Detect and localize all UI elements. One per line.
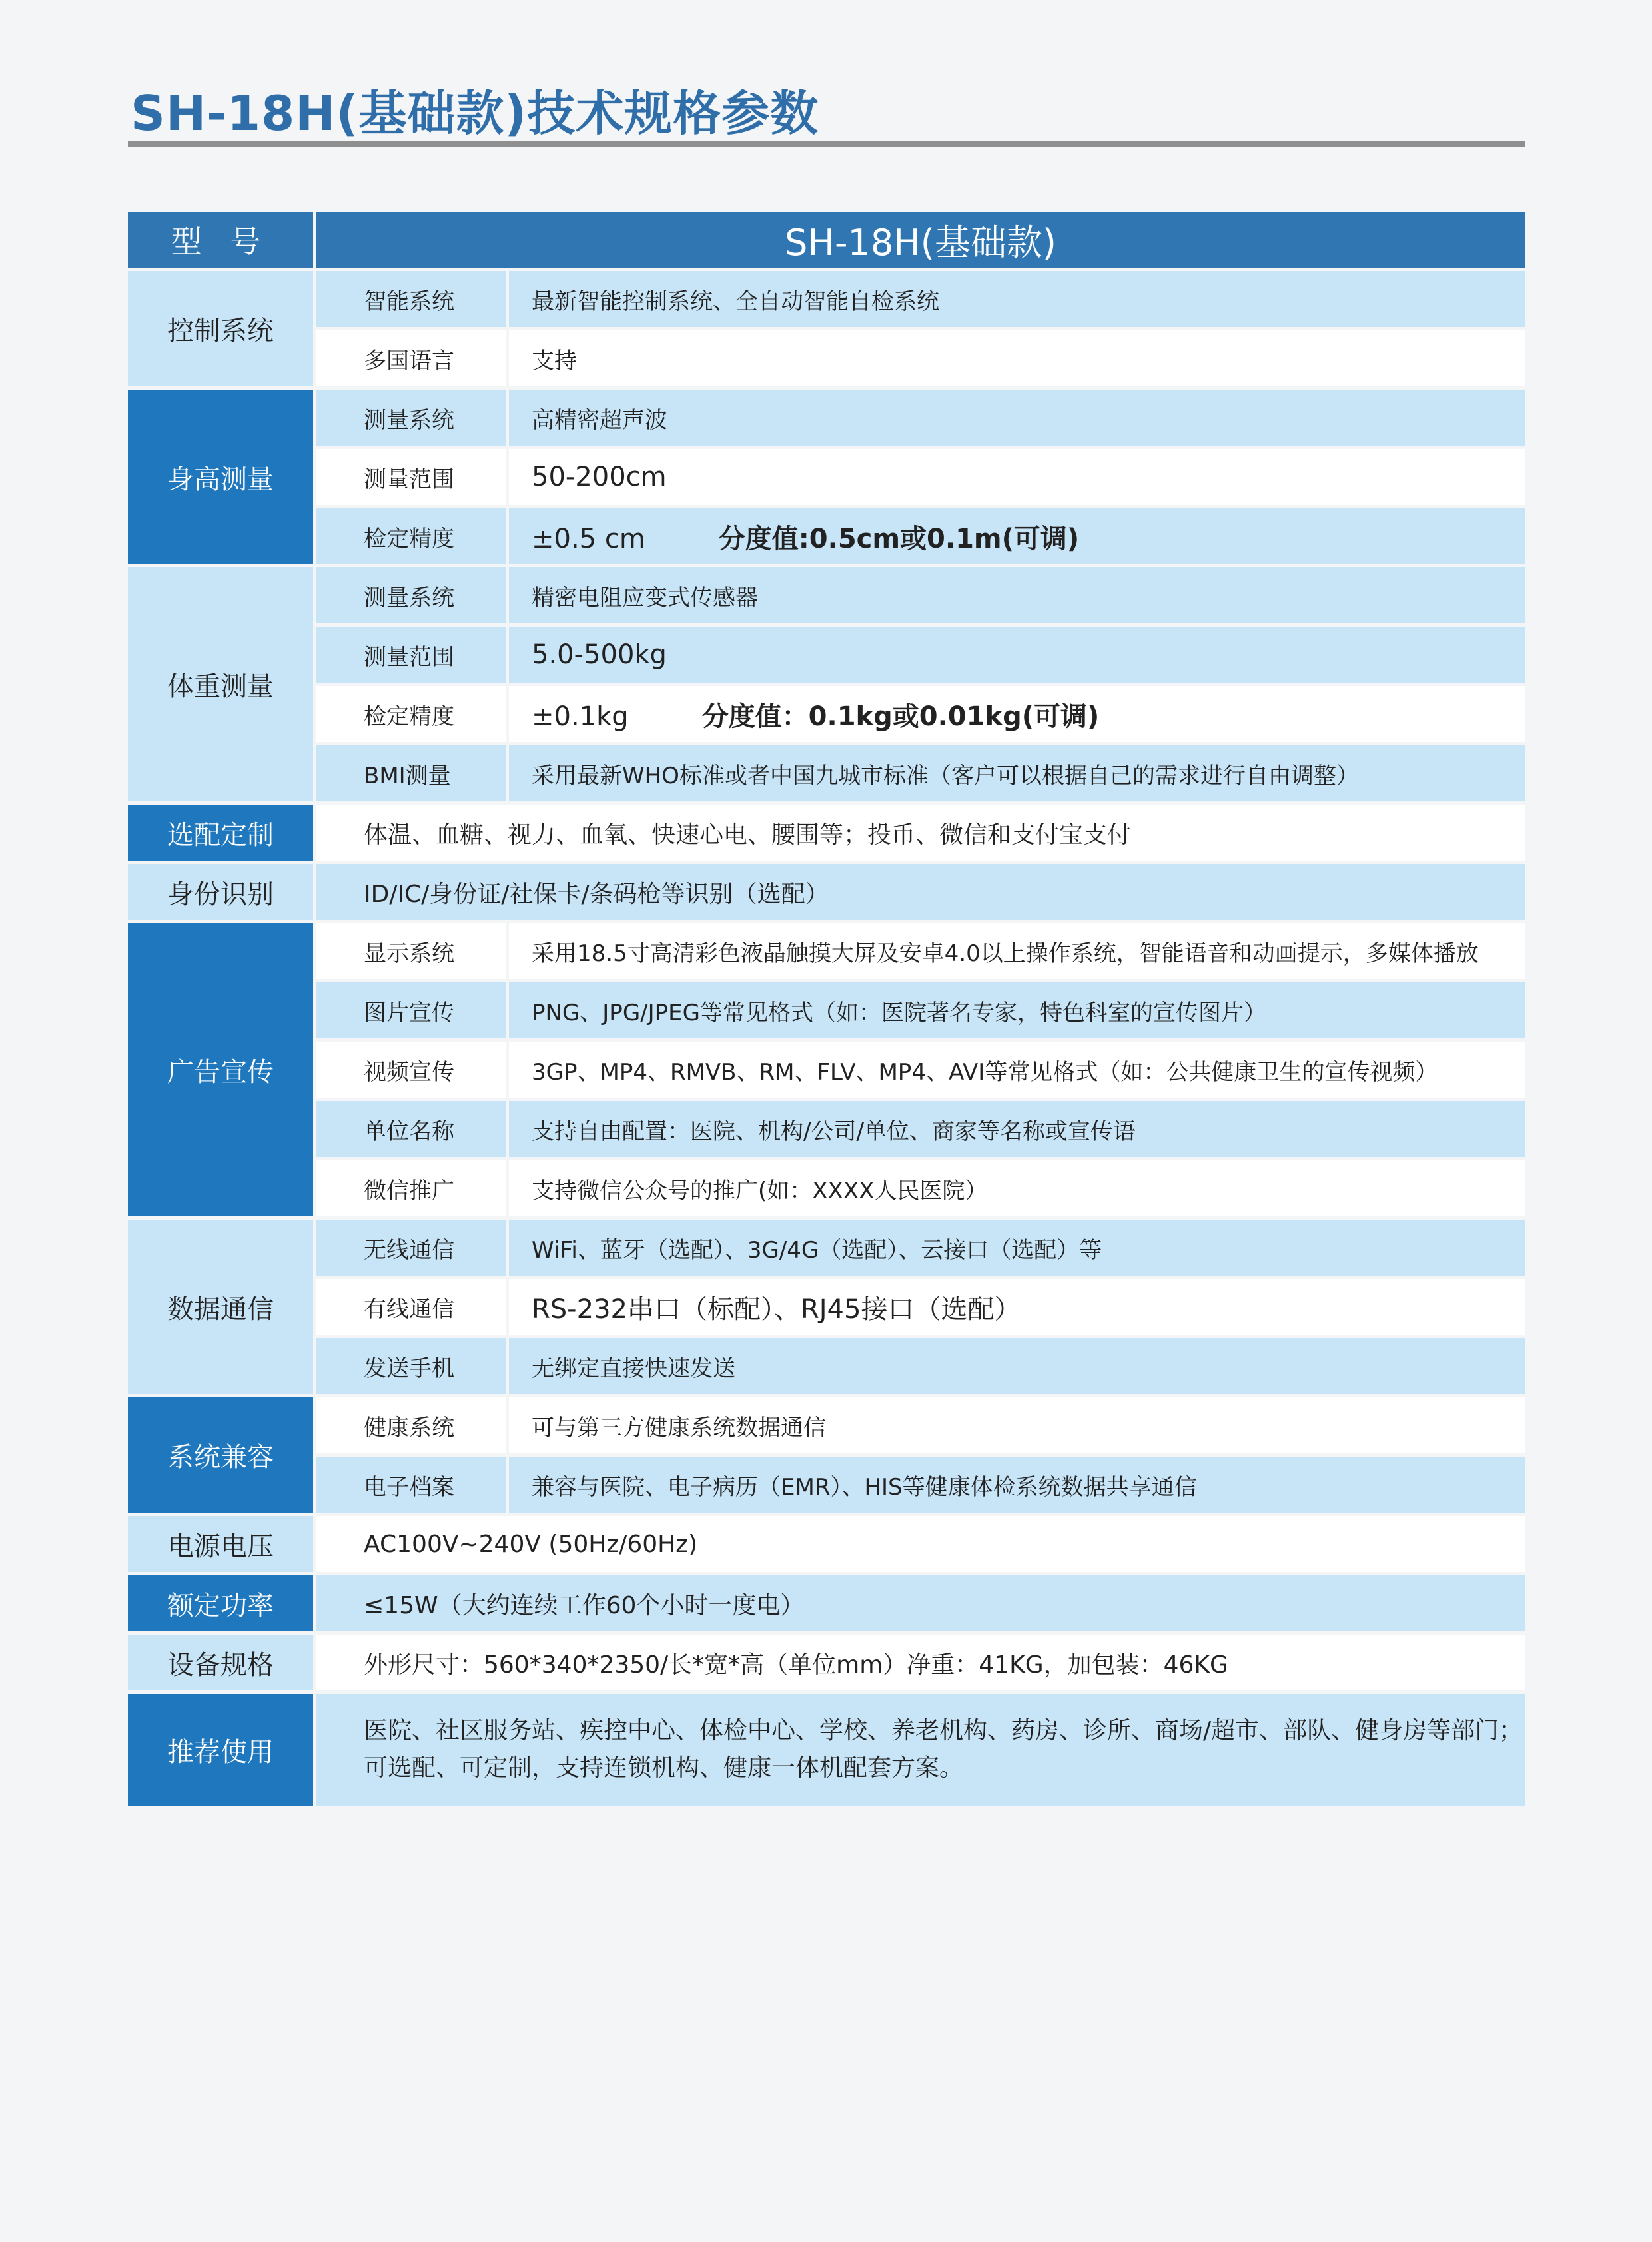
- table-row: [128, 1397, 1525, 1453]
- page-title: SH-18H(基础款)技术规格参数: [131, 85, 819, 141]
- row-label: 单位名称: [316, 1101, 509, 1157]
- row-value: AC100V~240V (50Hz/60Hz): [316, 1516, 1525, 1572]
- row-value: [509, 627, 1525, 683]
- table-row: [128, 686, 1525, 742]
- table-row: [128, 271, 1525, 327]
- row-label: 视频宣传: [316, 1042, 509, 1098]
- table-row: [128, 982, 1525, 1038]
- table-row: [128, 1160, 1525, 1216]
- table-row: [128, 1635, 1525, 1690]
- table-row: [128, 1220, 1525, 1276]
- height-division-note: 分度值:0.5cm或0.1m(可调): [718, 523, 1080, 554]
- row-label: BMI测量: [316, 745, 509, 801]
- recommended-use-line-1: 医院、社区服务站、疾控中心、体检中心、学校、养老机构、药房、诊所、商场/超市、部队、健身房等部门；: [364, 1717, 1523, 1744]
- row-value: 采用最新WHO标准或者中国九城市标准（客户可以根据自己的需求进行自由调整）: [509, 745, 1525, 801]
- table-row: [128, 923, 1525, 979]
- row-value: ≤15W（大约连续工作60个小时一度电）: [316, 1575, 1525, 1631]
- table-row: [128, 745, 1525, 801]
- category-identity: 身份识别: [128, 864, 316, 920]
- category-height: 身高测量: [128, 390, 316, 564]
- table-row: [128, 864, 1525, 920]
- row-value: 高精密超声波: [509, 390, 1525, 446]
- row-label: 检定精度: [316, 508, 509, 564]
- row-label: 多国语言: [316, 330, 509, 386]
- row-label: 测量范围: [316, 449, 509, 505]
- row-value: 支持微信公众号的推广(如：XXXX人民医院）: [509, 1160, 1525, 1216]
- wired-value: RS-232串口（标配）、RJ45接口（选配）: [532, 1294, 1021, 1325]
- row-label: 电子档案: [316, 1457, 509, 1513]
- row-label: 检定精度: [316, 686, 509, 742]
- row-label: 健康系统: [316, 1397, 509, 1453]
- table-header-row: [128, 212, 1525, 268]
- title-divider: [128, 141, 1525, 147]
- row-value: 外形尺寸：560*340*2350/长*宽*高（单位mm）净重：41KG，加包装：46KG: [316, 1635, 1525, 1690]
- row-label: 发送手机: [316, 1338, 509, 1394]
- table-row: [128, 330, 1525, 386]
- row-value: 可与第三方健康系统数据通信: [509, 1397, 1525, 1453]
- row-label: 有线通信: [316, 1279, 509, 1335]
- row-value: [316, 1694, 1525, 1806]
- weight-division-note: 分度值：0.1kg或0.01kg(可调): [701, 701, 1100, 732]
- category-device-spec: 设备规格: [128, 1635, 316, 1690]
- row-value: 体温、血糖、视力、血氧、快速心电、腰围等；投币、微信和支付宝支付: [316, 805, 1525, 861]
- row-label: 无线通信: [316, 1220, 509, 1276]
- row-value: 无绑定直接快速发送: [509, 1338, 1525, 1394]
- model-label: 型 号: [128, 212, 316, 268]
- height-range: 50-200cm: [532, 462, 667, 492]
- table-row: [128, 508, 1525, 564]
- row-label: 智能系统: [316, 271, 509, 327]
- row-value: 支持: [509, 330, 1525, 386]
- row-value: [509, 508, 1525, 564]
- table-row: [128, 1516, 1525, 1572]
- category-recommended-use: 推荐使用: [128, 1694, 316, 1806]
- row-value: 采用18.5寸高清彩色液晶触摸大屏及安卓4.0以上操作系统，智能语音和动画提示，多媒体播放: [509, 923, 1525, 979]
- category-compatibility: 系统兼容: [128, 1397, 316, 1513]
- row-value: [509, 449, 1525, 505]
- category-options: 选配定制: [128, 805, 316, 861]
- height-accuracy: ±0.5 cm: [532, 523, 645, 554]
- row-value: WiFi、蓝牙（选配）、3G/4G（选配）、云接口（选配）等: [509, 1220, 1525, 1276]
- row-value: 最新智能控制系统、全自动智能自检系统: [509, 271, 1525, 327]
- row-value: PNG、JPG/JPEG等常见格式（如：医院著名专家，特色科室的宣传图片）: [509, 982, 1525, 1038]
- table-row: [128, 1042, 1525, 1098]
- row-label: 微信推广: [316, 1160, 509, 1216]
- row-label: 测量系统: [316, 567, 509, 623]
- weight-range: 5.0-500kg: [532, 639, 667, 670]
- row-value: 精密电阻应变式传感器: [509, 567, 1525, 623]
- row-value: [509, 1279, 1525, 1335]
- row-value: [509, 686, 1525, 742]
- table-row: [128, 1101, 1525, 1157]
- row-value: 兼容与医院、电子病历（EMR）、HIS等健康体检系统数据共享通信: [509, 1457, 1525, 1513]
- table-row: [128, 1338, 1525, 1394]
- category-control: 控制系统: [128, 271, 316, 386]
- row-label: 显示系统: [316, 923, 509, 979]
- model-value: SH-18H(基础款): [316, 212, 1525, 268]
- recommended-use-line-2: 可选配、可定制，支持连锁机构、健康一体机配套方案。: [364, 1754, 964, 1782]
- table-row: [128, 627, 1525, 683]
- category-advertising: 广告宣传: [128, 923, 316, 1216]
- table-row: [128, 1279, 1525, 1335]
- category-rated-power: 额定功率: [128, 1575, 316, 1631]
- table-row: [128, 567, 1525, 623]
- row-value: ID/IC/身份证/社保卡/条码枪等识别（选配）: [316, 864, 1525, 920]
- row-label: 图片宣传: [316, 982, 509, 1038]
- category-communication: 数据通信: [128, 1220, 316, 1394]
- row-label: 测量范围: [316, 627, 509, 683]
- table-row: [128, 1457, 1525, 1513]
- category-power-voltage: 电源电压: [128, 1516, 316, 1572]
- category-weight: 体重测量: [128, 567, 316, 801]
- table-row: [128, 390, 1525, 446]
- spec-table: [128, 208, 1525, 1809]
- table-row: [128, 1575, 1525, 1631]
- table-row: [128, 1694, 1525, 1806]
- row-value: 支持自由配置：医院、机构/公司/单位、商家等名称或宣传语: [509, 1101, 1525, 1157]
- table-row: [128, 805, 1525, 861]
- table-row: [128, 449, 1525, 505]
- row-label: 测量系统: [316, 390, 509, 446]
- row-value: 3GP、MP4、RMVB、RM、FLV、MP4、AVI等常见格式（如：公共健康卫生的宣传视频）: [509, 1042, 1525, 1098]
- weight-accuracy: ±0.1kg: [532, 701, 629, 732]
